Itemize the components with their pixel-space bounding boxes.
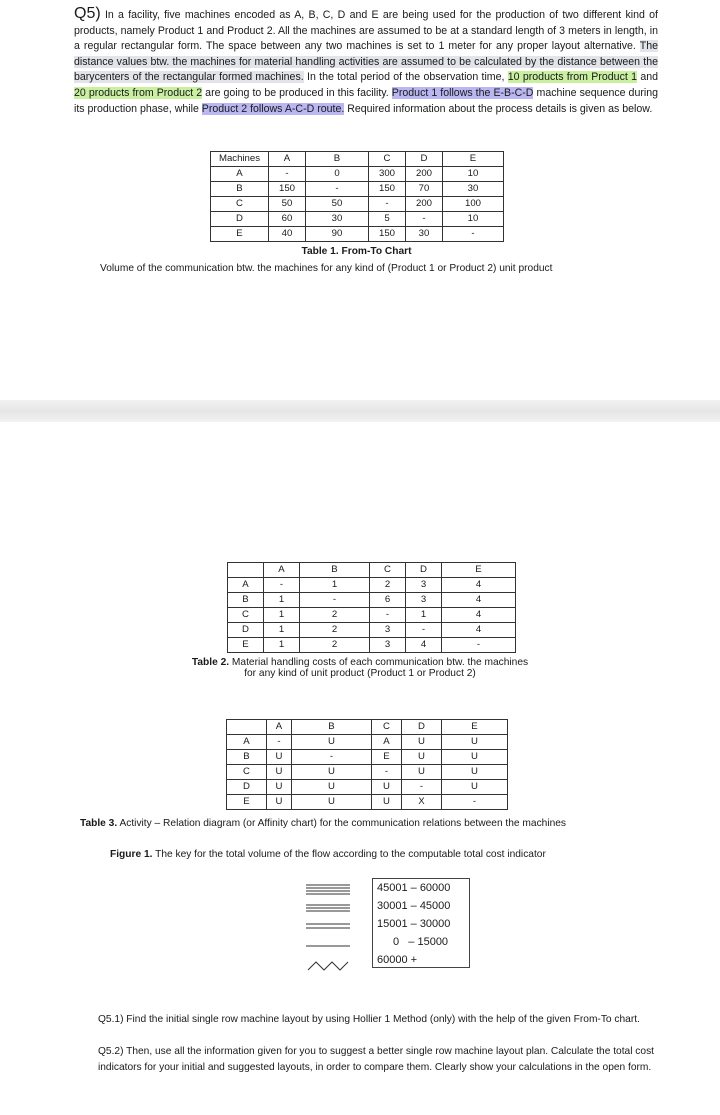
- table3-cell: U: [267, 765, 292, 780]
- table2-row: [228, 593, 516, 608]
- table1-header-cell: B: [306, 152, 369, 167]
- table3-cell: U: [267, 795, 292, 810]
- table3-row: [227, 795, 508, 810]
- table1-row-label: A: [211, 167, 269, 182]
- table3-cell: U: [292, 780, 372, 795]
- table3-header-cell: E: [442, 720, 508, 735]
- table3-cell: -: [402, 780, 442, 795]
- table2-cell: 1: [264, 593, 300, 608]
- table3-cell: U: [267, 780, 292, 795]
- table3-cell: E: [372, 750, 402, 765]
- table3-row: [227, 735, 508, 750]
- table2-cell: -: [406, 623, 442, 638]
- table3-cell: U: [442, 735, 508, 750]
- highlight-product1-route: Product 1 follows the E-B-C-D: [391, 86, 534, 99]
- table1-cell: 150: [369, 227, 406, 242]
- table2-row-label: A: [228, 578, 264, 593]
- table1-row: [211, 167, 504, 182]
- table3-header-cell: C: [372, 720, 402, 735]
- table1-row-label: E: [211, 227, 269, 242]
- table1-caption: Table 1. From-To Chart: [301, 246, 412, 257]
- table1-cell: 60: [269, 212, 306, 227]
- table1-header-cell: E: [443, 152, 504, 167]
- table3-cell: U: [442, 780, 508, 795]
- table1-row: [211, 197, 504, 212]
- table2-header-cell: D: [406, 563, 442, 578]
- table1-row: [211, 182, 504, 197]
- table2-row: [228, 608, 516, 623]
- table1-row-label: B: [211, 182, 269, 197]
- table2-cell: 4: [442, 578, 516, 593]
- table1-header-row: [211, 152, 504, 167]
- table1-cell: -: [406, 212, 443, 227]
- problem-statement: Q5) In a facility, five machines encoded as A, B, C, D and E are being used for the production of two different kind of products, namely Product 1 and Product 2. All the machines are assumed to be at a standard length of 3 meters in length, in a regular rectangular form. The space between any two machines is set to 1 meter for any proper layout alternative. The distance values btw. the machines for material handling activities are assumed to be calculated by the distance between the barycenters of the rectangular formed machines. In the total period of the observation time, 10 products from Product 1 and 20 products from Product 2 are going to be produced in this facility. Product 1 follows the E-B-C-D machine sequence during its production phase, while Product 2 follows A-C-D route. Required information about the process details is given as below.: [74, 5, 659, 115]
- table1-cell: 300: [369, 167, 406, 182]
- key-range-3: 15001 – 30000: [377, 918, 451, 930]
- highlight-product2-route: Product 2 follows A-C-D route.: [201, 102, 345, 115]
- table1-header-cell: A: [269, 152, 306, 167]
- table3-row-label: B: [227, 750, 267, 765]
- three-line-symbol: [306, 905, 350, 911]
- table2-cell: 1: [300, 578, 370, 593]
- table3-row-label: A: [227, 735, 267, 750]
- table2-header-cell: [228, 563, 264, 578]
- table1-cell: 10: [443, 212, 504, 227]
- four-line-symbol: [306, 885, 350, 894]
- table1-row: [211, 212, 504, 227]
- table1-note: Volume of the communication btw. the machines for any kind of (Product 1 or Product 2) unit product: [100, 263, 553, 274]
- table2-row-label: D: [228, 623, 264, 638]
- zigzag-symbol: [308, 962, 348, 970]
- table1-row: [211, 227, 504, 242]
- table2-row-label: C: [228, 608, 264, 623]
- table1-cell: 50: [306, 197, 369, 212]
- page-break: [0, 400, 720, 422]
- table2-cell: -: [370, 608, 406, 623]
- table1-cell: 0: [306, 167, 369, 182]
- table3-cell: U: [372, 795, 402, 810]
- figure1-caption: Figure 1. The key for the total volume of the flow according to the computable total cost indicator: [110, 849, 546, 860]
- table3-row: [227, 765, 508, 780]
- table1-cell: 200: [406, 197, 443, 212]
- table3-cell: U: [402, 750, 442, 765]
- table3-cell: A: [372, 735, 402, 750]
- highlight-product2-qty: 20 products from Product 2: [74, 86, 203, 99]
- highlight-distance-note: The distance values btw. the machines for material handling activities are assumed to be calculated by the distance between the barycenters of the rectangular formed machines.: [74, 40, 658, 84]
- table2-cell: 2: [300, 623, 370, 638]
- table3-cell: U: [442, 765, 508, 780]
- table3-cell: -: [292, 750, 372, 765]
- table1-row-label: C: [211, 197, 269, 212]
- flow-key-lines: [304, 882, 354, 982]
- table2-header-cell: E: [442, 563, 516, 578]
- from-to-table: [210, 151, 504, 242]
- table1-cell: 30: [406, 227, 443, 242]
- table1-cell: -: [369, 197, 406, 212]
- table1-cell: 200: [406, 167, 443, 182]
- table2-cell: 2: [300, 638, 370, 653]
- table2-cell: 4: [442, 608, 516, 623]
- page-1: [0, 0, 720, 400]
- highlight-product1-qty: 10 products from Product 1: [507, 71, 638, 84]
- table3-cell: U: [267, 750, 292, 765]
- table1-cell: -: [443, 227, 504, 242]
- table3-cell: U: [402, 765, 442, 780]
- table2-cell: 1: [406, 608, 442, 623]
- table2-cell: 4: [442, 593, 516, 608]
- table1-row-label: D: [211, 212, 269, 227]
- key-range-4: 0 – 15000: [393, 936, 449, 948]
- table2-caption: Table 2. Material handling costs of each communication btw. the machines for any kind of unit product (Product 1 or Product 2): [191, 657, 529, 679]
- table2-cell: 3: [370, 623, 406, 638]
- table2-cell: 4: [442, 623, 516, 638]
- table1-cell: 40: [269, 227, 306, 242]
- key-range-1: 45001 – 60000: [377, 882, 451, 894]
- table1-cell: 90: [306, 227, 369, 242]
- table3-header-cell: D: [402, 720, 442, 735]
- table1-cell: 5: [369, 212, 406, 227]
- table2-row: [228, 623, 516, 638]
- table3-cell: -: [267, 735, 292, 750]
- table3-caption: Table 3. Activity – Relation diagram (or Affinity chart) for the communication relations between the machines: [80, 818, 567, 829]
- table3-header-row: [227, 720, 508, 735]
- table3-row: [227, 780, 508, 795]
- table2-cell: -: [264, 578, 300, 593]
- table3-cell: -: [442, 795, 508, 810]
- table1-cell: -: [306, 182, 369, 197]
- question-5-2: Q5.2) Then, use all the information given for you to suggest a better single row machine layout plan. Calculate the total cost indicators for your initial and suggested layouts, in order to compare them. Clearly show your calculations in the open form.: [98, 1046, 654, 1073]
- table3-header-cell: [227, 720, 267, 735]
- table2-row-label: E: [228, 638, 264, 653]
- table2-cell: -: [300, 593, 370, 608]
- table2-cell: 1: [264, 608, 300, 623]
- table1-cell: 100: [443, 197, 504, 212]
- table3-cell: U: [292, 765, 372, 780]
- table2-header-cell: B: [300, 563, 370, 578]
- table3-cell: U: [292, 795, 372, 810]
- table3-row-label: E: [227, 795, 267, 810]
- key-range-2: 30001 – 45000: [377, 900, 451, 912]
- table1-header-cell: D: [406, 152, 443, 167]
- table2-header-cell: C: [370, 563, 406, 578]
- table3-cell: U: [402, 735, 442, 750]
- table1-header-cell: C: [369, 152, 406, 167]
- table2-cell: -: [442, 638, 516, 653]
- two-line-symbol: [306, 924, 350, 928]
- table2-cell: 1: [264, 638, 300, 653]
- question-5-1: Q5.1) Find the initial single row machine layout by using Hollier 1 Method (only) with the help of the given From-To chart.: [98, 1014, 640, 1025]
- table2-cell: 6: [370, 593, 406, 608]
- flow-key-legend: [372, 878, 470, 968]
- table3-row: [227, 750, 508, 765]
- table1-cell: 50: [269, 197, 306, 212]
- table3-header-cell: A: [267, 720, 292, 735]
- table1-cell: 30: [443, 182, 504, 197]
- cost-table: [227, 562, 516, 653]
- table1-cell: 10: [443, 167, 504, 182]
- table3-cell: U: [442, 750, 508, 765]
- table1-header-cell: Machines: [211, 152, 269, 167]
- table3-cell: -: [372, 765, 402, 780]
- table1-cell: 150: [369, 182, 406, 197]
- table3-cell: U: [292, 735, 372, 750]
- table1-cell: 150: [269, 182, 306, 197]
- table2-cell: 2: [300, 608, 370, 623]
- table3-header-cell: B: [292, 720, 372, 735]
- table3-cell: X: [402, 795, 442, 810]
- table2-cell: 3: [370, 638, 406, 653]
- table2-cell: 1: [264, 623, 300, 638]
- table3-cell: U: [372, 780, 402, 795]
- table1-cell: -: [269, 167, 306, 182]
- question-label: Q5): [74, 5, 101, 22]
- table1-cell: 30: [306, 212, 369, 227]
- table1-cell: 70: [406, 182, 443, 197]
- table2-header-cell: A: [264, 563, 300, 578]
- table2-row: [228, 638, 516, 653]
- table2-cell: 3: [406, 578, 442, 593]
- relation-table: [226, 719, 508, 810]
- table3-row-label: D: [227, 780, 267, 795]
- table2-cell: 2: [370, 578, 406, 593]
- table2-row: [228, 578, 516, 593]
- key-range-5: 60000 +: [377, 954, 418, 966]
- table2-cell: 4: [406, 638, 442, 653]
- table3-row-label: C: [227, 765, 267, 780]
- table2-row-label: B: [228, 593, 264, 608]
- table2-header-row: [228, 563, 516, 578]
- table2-cell: 3: [406, 593, 442, 608]
